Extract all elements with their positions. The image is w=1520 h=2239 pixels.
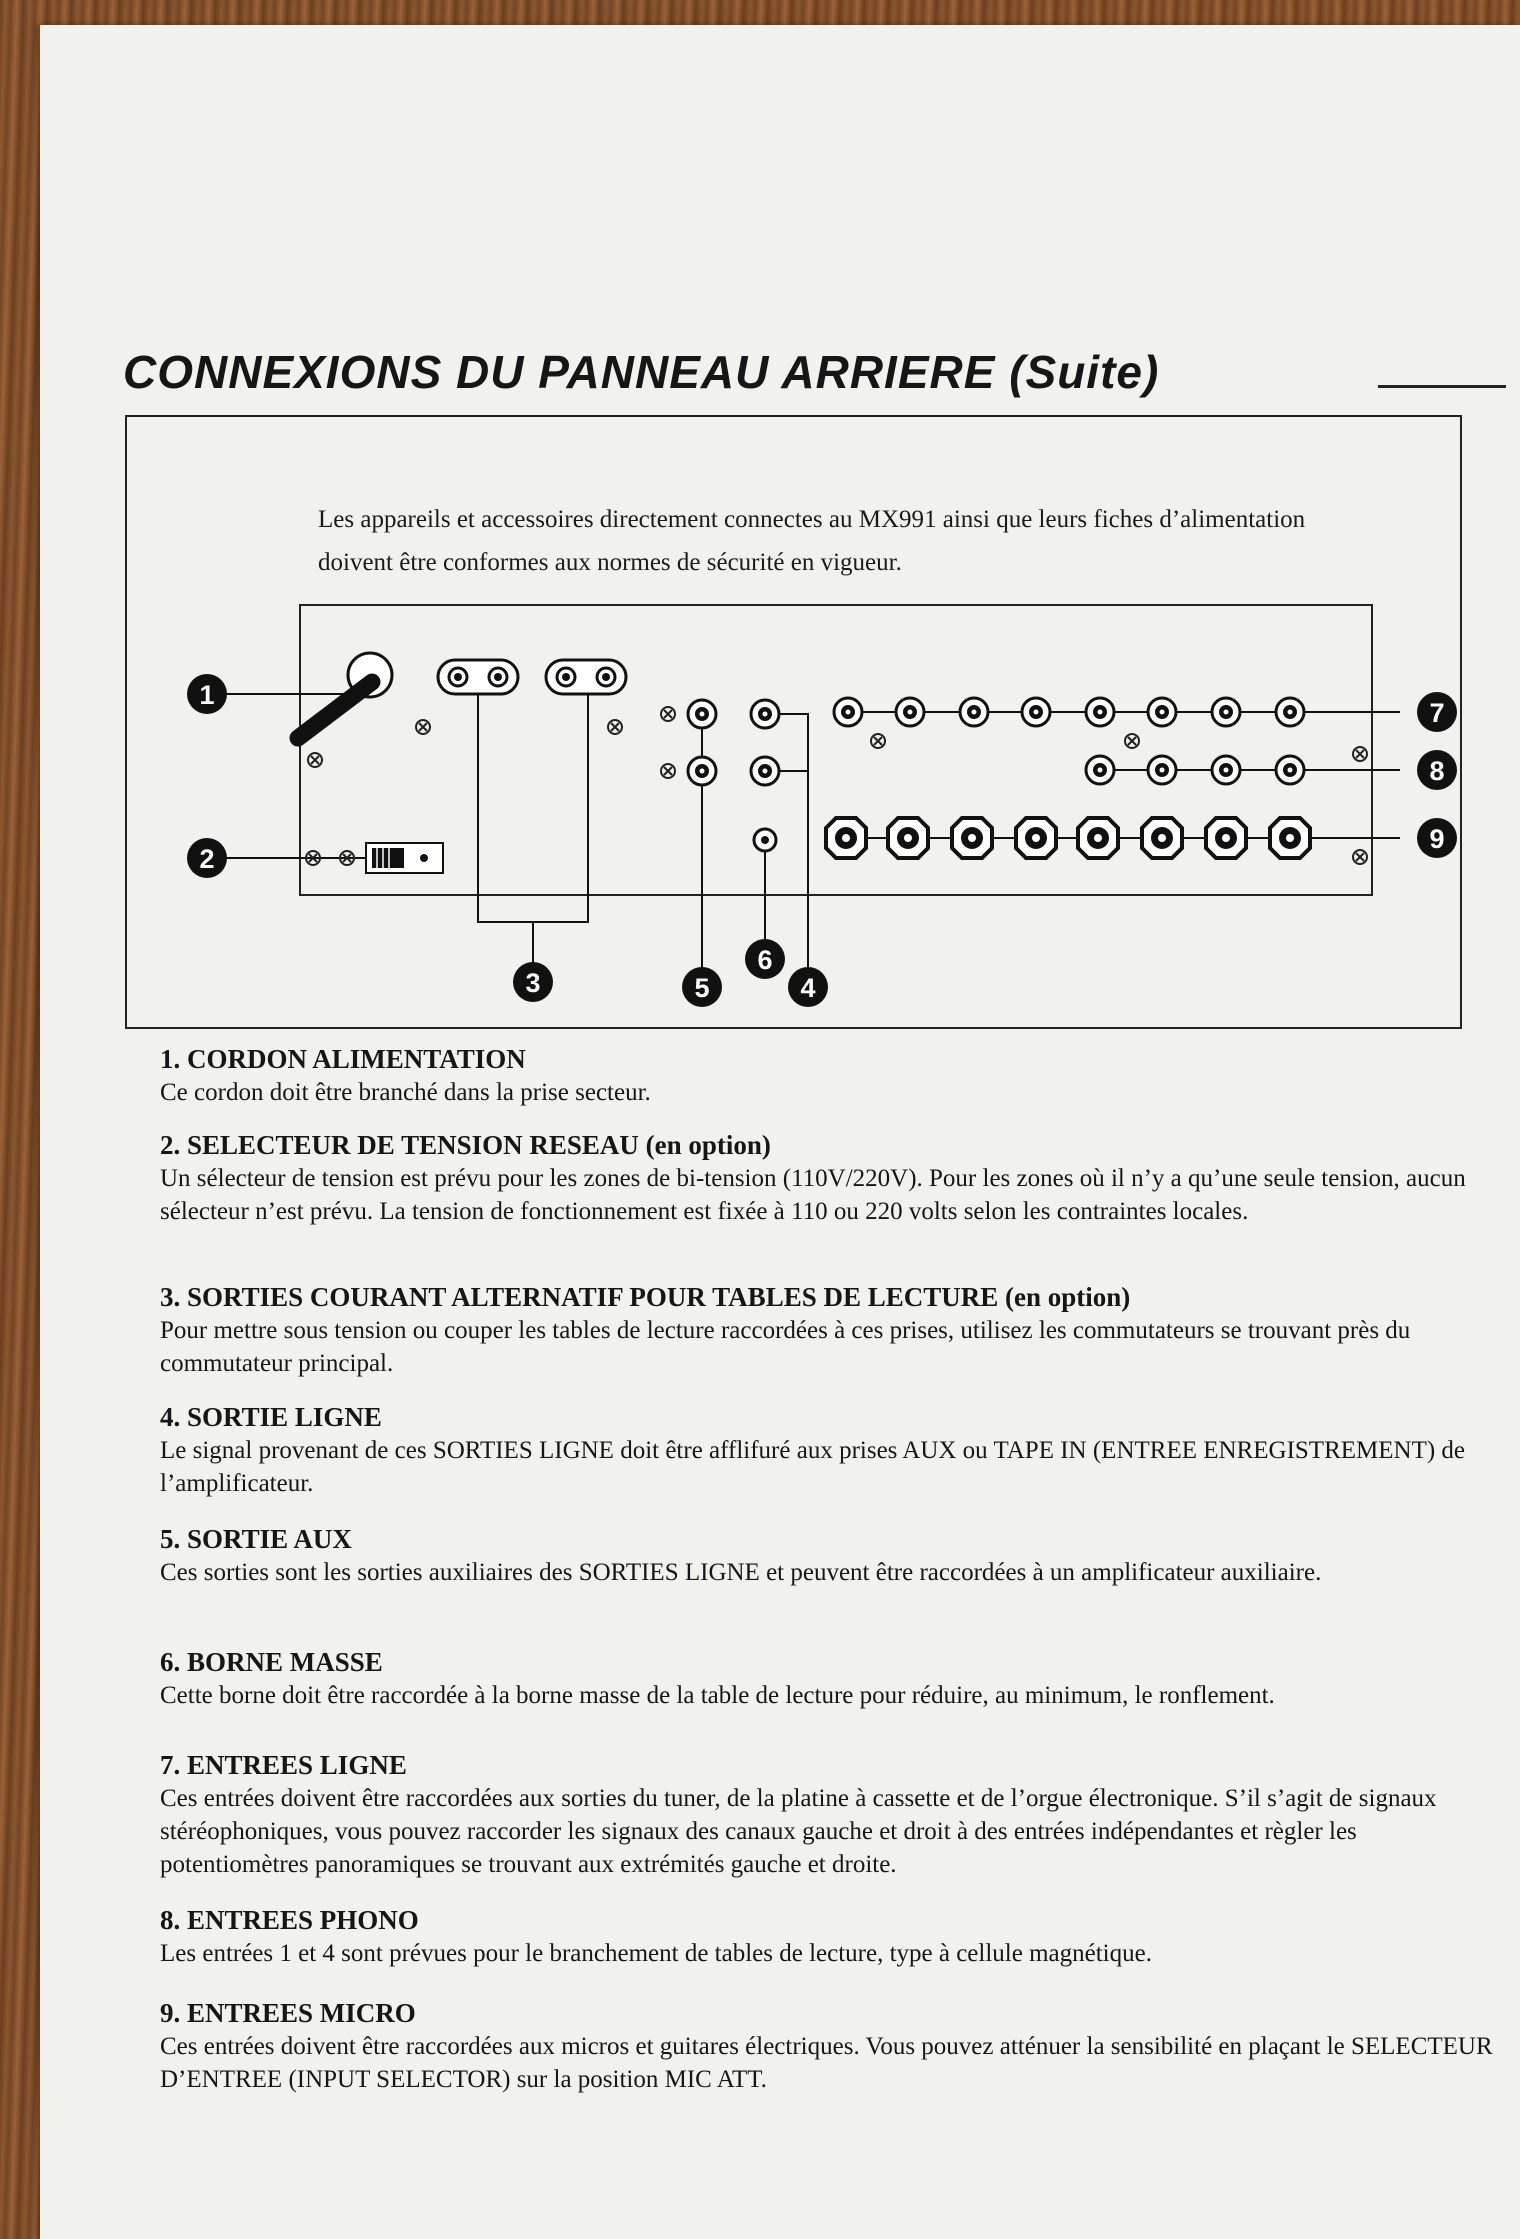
callout-2: 2 xyxy=(199,844,215,874)
ac-outlet-right xyxy=(546,660,626,694)
callout-6: 6 xyxy=(757,945,773,975)
section-7 xyxy=(160,1748,1500,1881)
section-text: Un sélecteur de tension est prévu pour les zones de bi-tension (110V/220V). Pour les zones où il n’y a qu’une seule tension, aucun sélecteur n’est prévu. La tension de fonctionnement est fixée à 110 ou 220 volts selon les contraintes locales. xyxy=(160,1165,1466,1225)
section-heading: 2. SELECTEUR DE TENSION RESEAU (en option) xyxy=(160,1130,771,1160)
section-heading: 9. ENTREES MICRO xyxy=(160,1998,416,2028)
power-cord xyxy=(298,653,392,738)
section-text: Pour mettre sous tension ou couper les tables de lecture raccordées à ces prises, utilisez les commutateurs se trouvant près du commutateur principal. xyxy=(160,1317,1411,1377)
section-text: Ces sorties sont les sorties auxiliaires des SORTIES LIGNE et peuvent être raccordées à un amplificateur auxiliaire. xyxy=(160,1559,1322,1586)
page-title: CONNEXIONS DU PANNEAU ARRIERE (Suite) xyxy=(123,346,1160,398)
section-text: Cette borne doit être raccordée à la borne masse de la table de lecture pour réduire, au minimum, le ronflement. xyxy=(160,1682,1275,1709)
section-text: Ces entrées doivent être raccordées aux micros et guitares électriques. Vous pouvez atténuer la sensibilité en plaçant le SELECTEUR D’ENTREE (INPUT SELECTOR) sur la position MIC ATT. xyxy=(160,2033,1493,2093)
callout-4: 4 xyxy=(800,973,816,1003)
section-4 xyxy=(160,1400,1500,1500)
section-text: Les entrées 1 et 4 sont prévues pour le branchement de tables de lecture, type à cellule magnétique. xyxy=(160,1940,1152,1967)
rear-panel-diagram xyxy=(0,0,1520,1060)
section-8 xyxy=(160,1903,1500,1970)
ac-outlet-left xyxy=(438,660,518,694)
section-3 xyxy=(160,1280,1500,1380)
section-text: Le signal provenant de ces SORTIES LIGNE doit être afflifuré aux prises AUX ou TAPE IN (ENTREE ENREGISTREMENT) de l’amplificateur. xyxy=(160,1437,1466,1497)
section-text: Ces entrées doivent être raccordées aux sorties du tuner, de la platine à cassette et de l’orgue électronique. S’il s’agit de signaux stéréophoniques, vous pouvez raccorder les signaux des canaux gauche et droit à des entrées indépendantes et règler les potentiomètres panoramiques se trouvant aux extrémités gauche et droite. xyxy=(160,1785,1437,1878)
section-2 xyxy=(160,1128,1500,1228)
callout-7: 7 xyxy=(1429,698,1445,728)
safety-notice: Les appareils et accessoires directement connectes au MX991 ainsi que leurs fiches d’alimentation doivent être conformes aux normes de sécurité en vigueur. xyxy=(318,506,1306,576)
section-heading: 1. CORDON ALIMENTATION xyxy=(160,1044,526,1074)
section-5 xyxy=(160,1522,1500,1589)
callout-1: 1 xyxy=(199,680,215,710)
callout-5: 5 xyxy=(694,973,710,1003)
callout-9: 9 xyxy=(1429,824,1445,854)
section-heading: 4. SORTIE LIGNE xyxy=(160,1402,382,1432)
section-heading: 5. SORTIE AUX xyxy=(160,1524,352,1554)
section-6 xyxy=(160,1645,1500,1712)
voltage-selector-switch xyxy=(366,843,443,873)
section-text: Ce cordon doit être branché dans la prise secteur. xyxy=(160,1079,651,1106)
section-9 xyxy=(160,1996,1500,2096)
section-heading: 6. BORNE MASSE xyxy=(160,1647,383,1677)
callout-8: 8 xyxy=(1429,756,1445,786)
section-heading: 3. SORTIES COURANT ALTERNATIF POUR TABLES DE LECTURE (en option) xyxy=(160,1282,1131,1312)
section-heading: 8. ENTREES PHONO xyxy=(160,1905,419,1935)
ground-terminal xyxy=(754,829,776,851)
section-1 xyxy=(160,1042,1500,1109)
section-heading: 7. ENTREES LIGNE xyxy=(160,1750,407,1780)
callout-3: 3 xyxy=(525,968,541,998)
